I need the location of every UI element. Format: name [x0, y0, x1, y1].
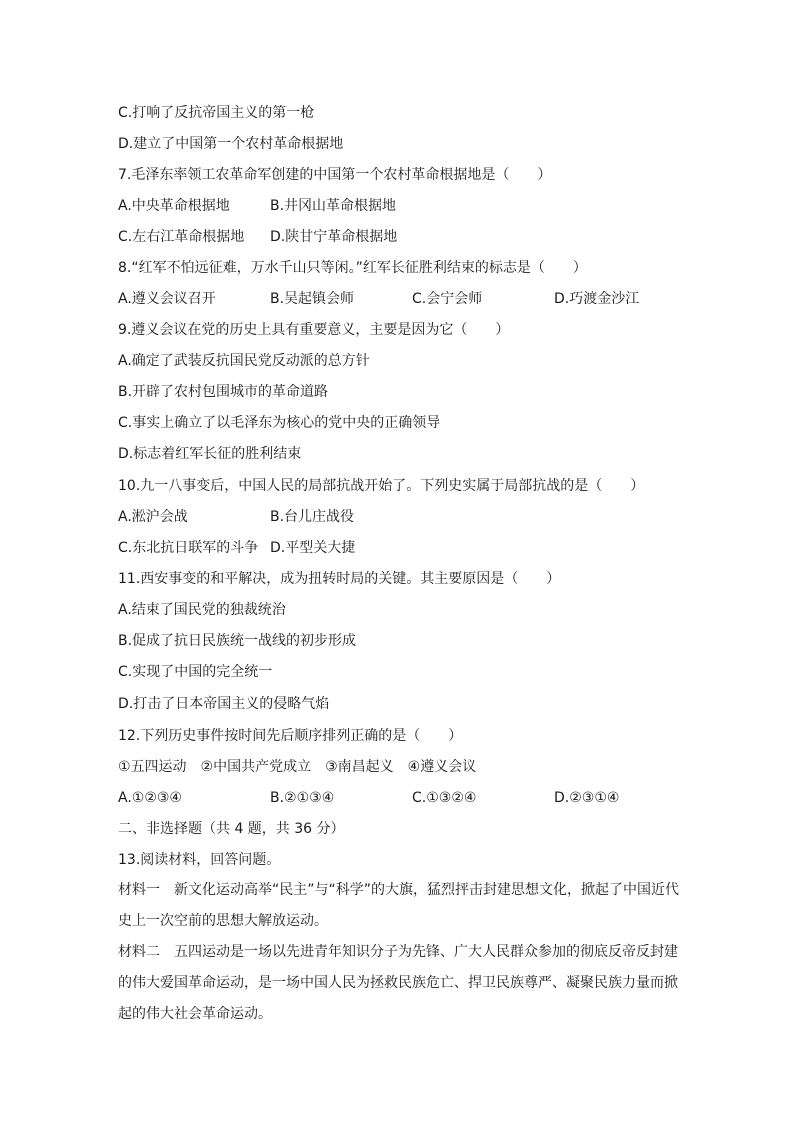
q10-option-a: A.淞沪会战 — [118, 509, 188, 525]
question-12: 12.下列历史事件按时间先后顺序排列正确的是（ ） — [118, 728, 463, 744]
question-9: 9.遵义会议在党的历史上具有重要意义，主要是因为它（ ） — [118, 322, 510, 338]
q12-option-a: A.①②③④ — [118, 790, 182, 806]
q11-option-a: A.结束了国民党的独裁统治 — [118, 602, 286, 618]
q8-option-b: B.吴起镇会师 — [270, 291, 355, 307]
q11-option-c: C.实现了中国的完全统一 — [118, 664, 273, 680]
material-1: 材料一 新文化运动高举“民主”与“科学”的大旗，猛烈抨击封建思想文化，掀起了中国近代史上一次空前的思想大解放运动。 — [118, 882, 680, 929]
q10-option-d: D.平型关大捷 — [270, 540, 356, 556]
question-7: 7.毛泽东率领工农革命军创建的中国第一个农村革命根据地是（ ） — [118, 167, 552, 183]
q9-option-b: B.开辟了农村包围城市的革命道路 — [118, 384, 329, 400]
q7-option-d: D.陕甘宁革命根据地 — [270, 229, 398, 245]
q9-option-a: A.确定了武装反抗国民党反动派的总方针 — [118, 353, 370, 369]
q10-option-b: B.台儿庄战役 — [270, 509, 355, 525]
material-2: 材料二 五四运动是一场以先进青年知识分子为先锋、广大人民群众参加的彻底反帝反封建的伟大爱国革命运动，是一场中国人民为拯救民族危亡、捍卫民族尊严、凝聚民族力量而掀起的伟大社会革命运动。 — [118, 944, 678, 1022]
q11-option-d: D.打击了日本帝国主义的侵略气焰 — [118, 696, 330, 712]
q6-option-c: C.打响了反抗帝国主义的第一枪 — [118, 105, 315, 121]
q7-option-b: B.井冈山革命根据地 — [270, 198, 397, 214]
question-13: 13.阅读材料，回答问题。 — [118, 852, 281, 868]
q11-option-b: B.促成了抗日民族统一战线的初步形成 — [118, 633, 357, 649]
q12-option-b: B.②①③④ — [270, 790, 335, 806]
question-10: 10.九一八事变后，中国人民的局部抗战开始了。下列史实属于局部抗战的是（ ） — [118, 478, 645, 494]
q7-option-c: C.左右江革命根据地 — [118, 229, 245, 245]
q10-option-c: C.东北抗日联军的斗争 — [118, 540, 259, 556]
q7-option-a: A.中央革命根据地 — [118, 198, 230, 214]
q8-option-a: A.遵义会议召开 — [118, 291, 216, 307]
question-11: 11.西安事变的和平解决，成为扭转时局的关键。其主要原因是（ ） — [118, 571, 561, 587]
question-8: 8.“红军不怕远征难，万水千山只等闲。”红军长征胜利结束的标志是（ ） — [118, 260, 587, 276]
q9-option-d: D.标志着红军长征的胜利结束 — [118, 446, 302, 462]
q12-option-c: C.①③②④ — [412, 790, 477, 806]
q12-option-d: D.②③①④ — [554, 790, 620, 806]
q8-option-c: C.会宁会师 — [412, 291, 483, 307]
q9-option-c: C.事实上确立了以毛泽东为核心的党中央的正确领导 — [118, 415, 441, 431]
q6-option-d: D.建立了中国第一个农村革命根据地 — [118, 136, 344, 152]
q12-event-list: ①五四运动 ②中国共产党成立 ③南昌起义 ④遵义会议 — [118, 759, 477, 775]
section-2-heading: 二、非选择题（共 4 题，共 36 分） — [118, 821, 345, 837]
q8-option-d: D.巧渡金沙江 — [554, 291, 640, 307]
